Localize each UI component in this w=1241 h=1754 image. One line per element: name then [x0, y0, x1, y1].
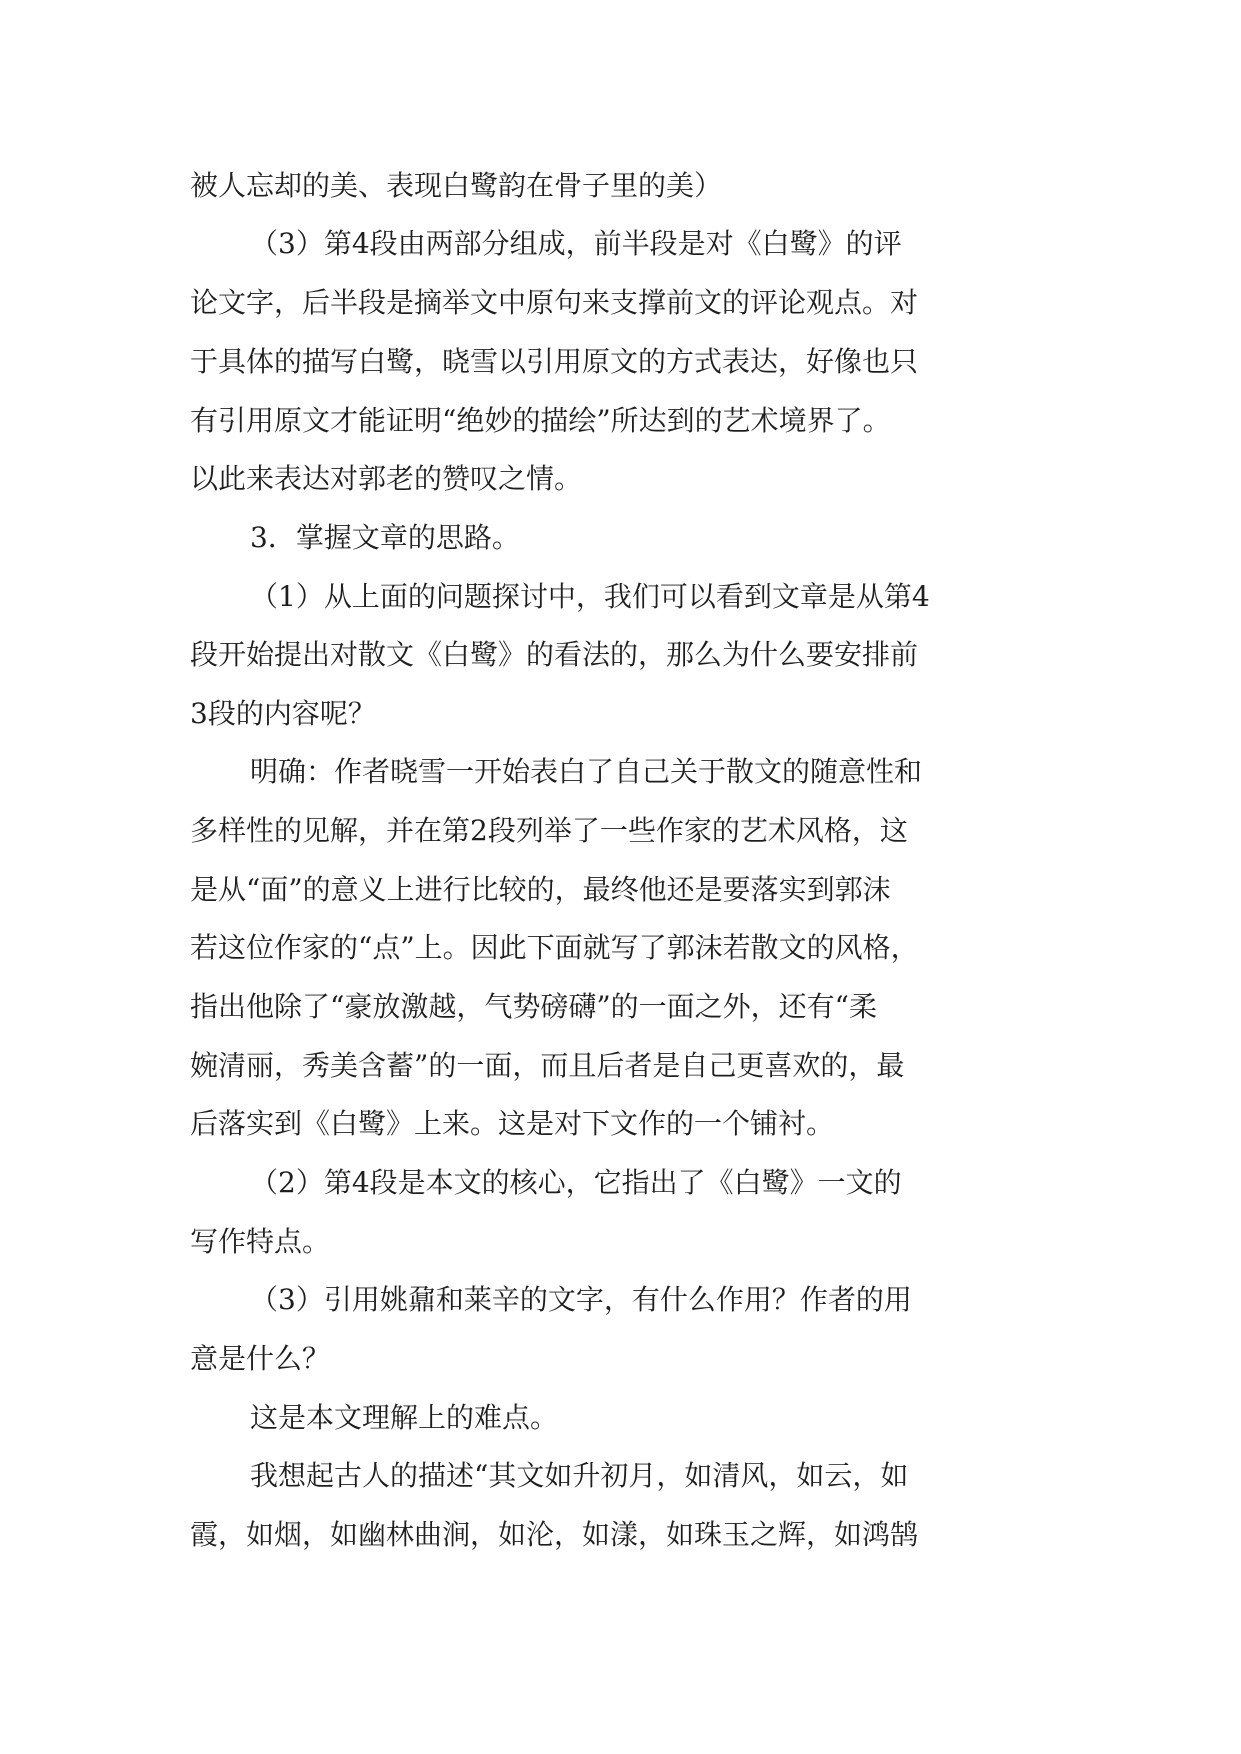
text-line: 我想起古人的描述“其文如升初月，如清风，如云，如 — [250, 1459, 909, 1492]
text-line: 论文字，后半段是摘举文中原句来支撑前文的评论观点。对 — [190, 286, 919, 319]
text-line: 若这位作家的“点”上。因此下面就写了郭沫若散文的风格， — [190, 931, 919, 964]
section-heading: 3．掌握文章的思路。 — [250, 521, 520, 554]
text-line: 这是本文理解上的难点。 — [250, 1401, 559, 1434]
text-line: 是从“面”的意义上进行比较的，最终他还是要落实到郭沫 — [190, 873, 891, 906]
text-line: （3）引用姚鼐和莱辛的文字，有什么作用？作者的用 — [250, 1283, 912, 1316]
text-line: 于具体的描写白鹭，晓雪以引用原文的方式表达，好像也只 — [190, 345, 919, 378]
text-line: 霞，如烟，如幽林曲涧，如沦，如漾，如珠玉之辉，如鸿鹄 — [190, 1518, 919, 1551]
text-line: 后落实到《白鹭》上来。这是对下文作的一个铺衬。 — [190, 1107, 835, 1140]
text-line: 被人忘却的美、表现白鹭韵在骨子里的美） — [190, 169, 723, 202]
text-line: （1）从上面的问题探讨中，我们可以看到文章是从第4 — [250, 580, 930, 613]
text-line: 明确：作者晓雪一开始表白了自己关于散文的随意性和 — [250, 755, 923, 788]
text-line: （3）第4段由两部分组成，前半段是对《白鹭》的评 — [250, 227, 902, 260]
text-line: 3段的内容呢？ — [190, 697, 376, 730]
text-line: 指出他除了“豪放激越，气势磅礴”的一面之外，还有“柔 — [190, 990, 877, 1023]
text-line: 段开始提出对散文《白鹭》的看法的，那么为什么要安排前 — [190, 638, 919, 671]
text-line: 多样性的见解，并在第2段列举了一些作家的艺术风格，这 — [190, 814, 908, 847]
text-line: 有引用原文才能证明“绝妙的描绘”所达到的艺术境界了。 — [190, 404, 891, 437]
text-line: 以此来表达对郭老的赞叹之情。 — [190, 462, 583, 495]
text-line: 意是什么？ — [190, 1342, 331, 1375]
text-line: 写作特点。 — [190, 1225, 331, 1258]
text-line: 婉清丽，秀美含蓄”的一面，而且后者是自己更喜欢的，最 — [190, 1049, 905, 1082]
text-line: （2）第4段是本文的核心，它指出了《白鹭》一文的 — [250, 1166, 902, 1199]
